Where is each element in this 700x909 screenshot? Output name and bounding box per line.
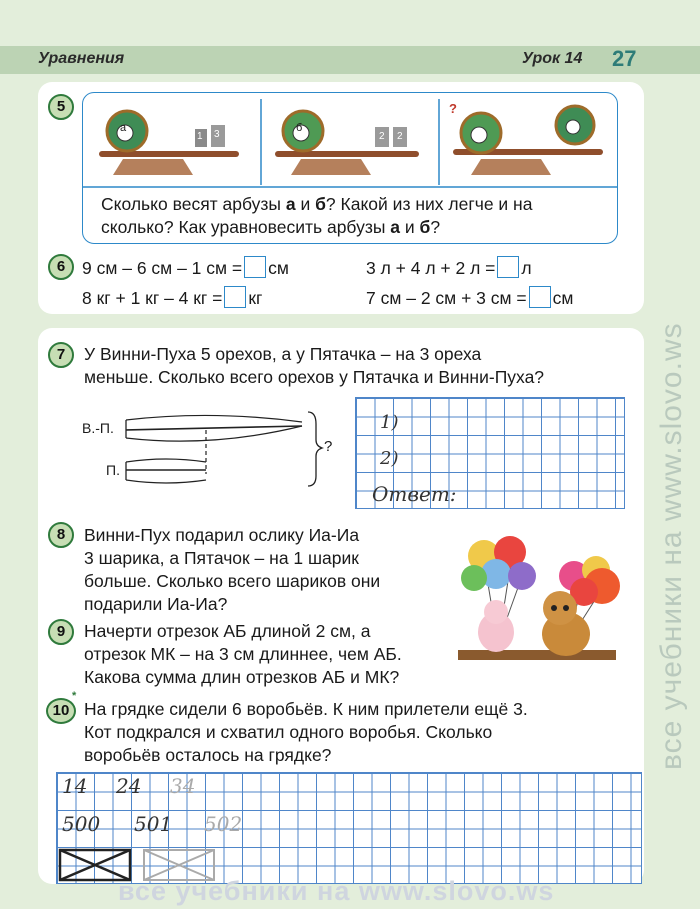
task7-line2: меньше. Сколько всего орехов у Пятачка и Винни-Пуха?	[84, 367, 545, 387]
scale-2	[275, 111, 419, 175]
page-number: 27	[612, 46, 637, 71]
watermark-bottom: все учебники на www.slovo.ws	[118, 876, 555, 906]
copy-34: 34	[170, 774, 196, 798]
task9-line2: отрезок МК – на 3 см длиннее, чем АБ.	[84, 644, 402, 664]
task8-line1: Винни-Пух подарил ослику Иа-Иа	[84, 525, 360, 545]
task6-expr1	[82, 256, 289, 280]
copy-501: 501	[134, 812, 173, 836]
copy-24: 24	[116, 774, 142, 798]
scale-3	[453, 106, 603, 175]
segment-svg	[82, 404, 342, 494]
task8-line2: 3 шарика, а Пятачок – на 1 шарик	[84, 548, 359, 568]
section-title: Уравнения	[38, 50, 125, 67]
weight-label-1: 1	[197, 131, 203, 142]
weight-label-3: 3	[214, 129, 220, 140]
task-number-7: 7	[48, 342, 74, 368]
watermark-vertical: все учебники на www.slovo.ws	[655, 322, 688, 770]
brace-question: ?	[324, 438, 333, 455]
task6-unit1: см	[268, 258, 289, 278]
task5-q1b: ? Какой из них легче и на	[325, 194, 533, 214]
task5-q1a: Сколько весят арбузы	[101, 194, 286, 214]
task8-text	[84, 524, 380, 616]
task-number-9: 9	[48, 619, 74, 645]
task6-expr3	[82, 286, 262, 310]
scale-label-b: б	[296, 122, 303, 134]
answer-box-3[interactable]	[224, 286, 246, 308]
difficulty-star: *	[72, 690, 77, 702]
task8-line3: больше. Сколько всего шариков они	[84, 571, 381, 591]
task10-line2: Кот подкрался и схватил одного воробья. Сколько	[84, 722, 493, 742]
task7-text	[84, 343, 544, 389]
copy-500: 500	[62, 812, 101, 836]
task5-bold-a-2: а	[390, 217, 401, 237]
task7-line1: У Винни-Пуха 5 орехов, а у Пятачка – на 3 ореха	[84, 344, 482, 364]
task6-expr3-text: 8 кг + 1 кг – 4 кг =	[82, 288, 223, 308]
copy-502: 502	[204, 812, 243, 836]
task6-unit2: л	[521, 258, 532, 278]
task6-unit3: кг	[248, 288, 263, 308]
grid-line-2: 2)	[380, 448, 399, 469]
weight-label-2b: 2	[397, 131, 403, 142]
scales-illustration	[82, 92, 618, 244]
task6-unit4: см	[552, 288, 574, 308]
task9-text	[84, 620, 402, 689]
task9-line1: Начерти отрезок АБ длиной 2 см, а	[84, 621, 371, 641]
task5-q2mid: и	[400, 217, 420, 237]
task-number-10: 10	[46, 698, 76, 724]
page-header	[0, 46, 700, 74]
grid-line-1: 1)	[380, 412, 399, 433]
answer-box-2[interactable]	[497, 256, 519, 278]
task6-expr1-text: 9 см – 6 см – 1 см =	[82, 258, 243, 278]
copy-14: 14	[62, 774, 88, 798]
task-number-5: 5	[48, 94, 74, 120]
task5-question	[101, 193, 532, 239]
winnie-piglet-balloons-illustration	[456, 532, 626, 682]
label-winnie: В.-П.	[82, 420, 114, 436]
task-number-6: 6	[48, 254, 74, 280]
task5-q2a: сколько? Как уравновесить арбузы	[101, 217, 391, 237]
grid-answer: Ответ:	[372, 482, 457, 506]
task6-expr2	[366, 256, 532, 280]
task9-line3: Какова сумма длин отрезков АБ и МК?	[84, 667, 400, 687]
task6-expr4	[366, 286, 573, 310]
task5-bold-b-2: б	[419, 217, 431, 237]
task5-q1mid: и	[295, 194, 316, 214]
task8-line4: подарили Иа-Иа?	[84, 594, 228, 614]
task6-expr4-text: 7 см – 2 см + 3 см =	[366, 288, 527, 308]
answer-box-4[interactable]	[529, 286, 551, 308]
scale-1	[99, 111, 239, 175]
task10-line1: На грядке сидели 6 воробьёв. К ним прилетели ещё 3.	[84, 699, 528, 719]
answer-box-1[interactable]	[244, 256, 266, 278]
task10-text	[84, 698, 528, 767]
task5-q2end: ?	[430, 217, 441, 237]
task5-bold-a: а	[285, 194, 296, 214]
lesson-label: Урок 14	[522, 50, 583, 67]
scale-label-a: а	[120, 122, 127, 134]
task-number-8: 8	[48, 522, 74, 548]
task5-bold-b: б	[315, 194, 326, 214]
weight-label-2a: 2	[379, 131, 385, 142]
label-piglet: П.	[106, 462, 120, 478]
task10-line3: воробьёв осталось на грядке?	[84, 745, 332, 765]
task6-expr2-text: 3 л + 4 л + 2 л =	[366, 258, 496, 278]
segment-diagram	[82, 404, 342, 494]
scale-label-question: ?	[449, 101, 457, 116]
